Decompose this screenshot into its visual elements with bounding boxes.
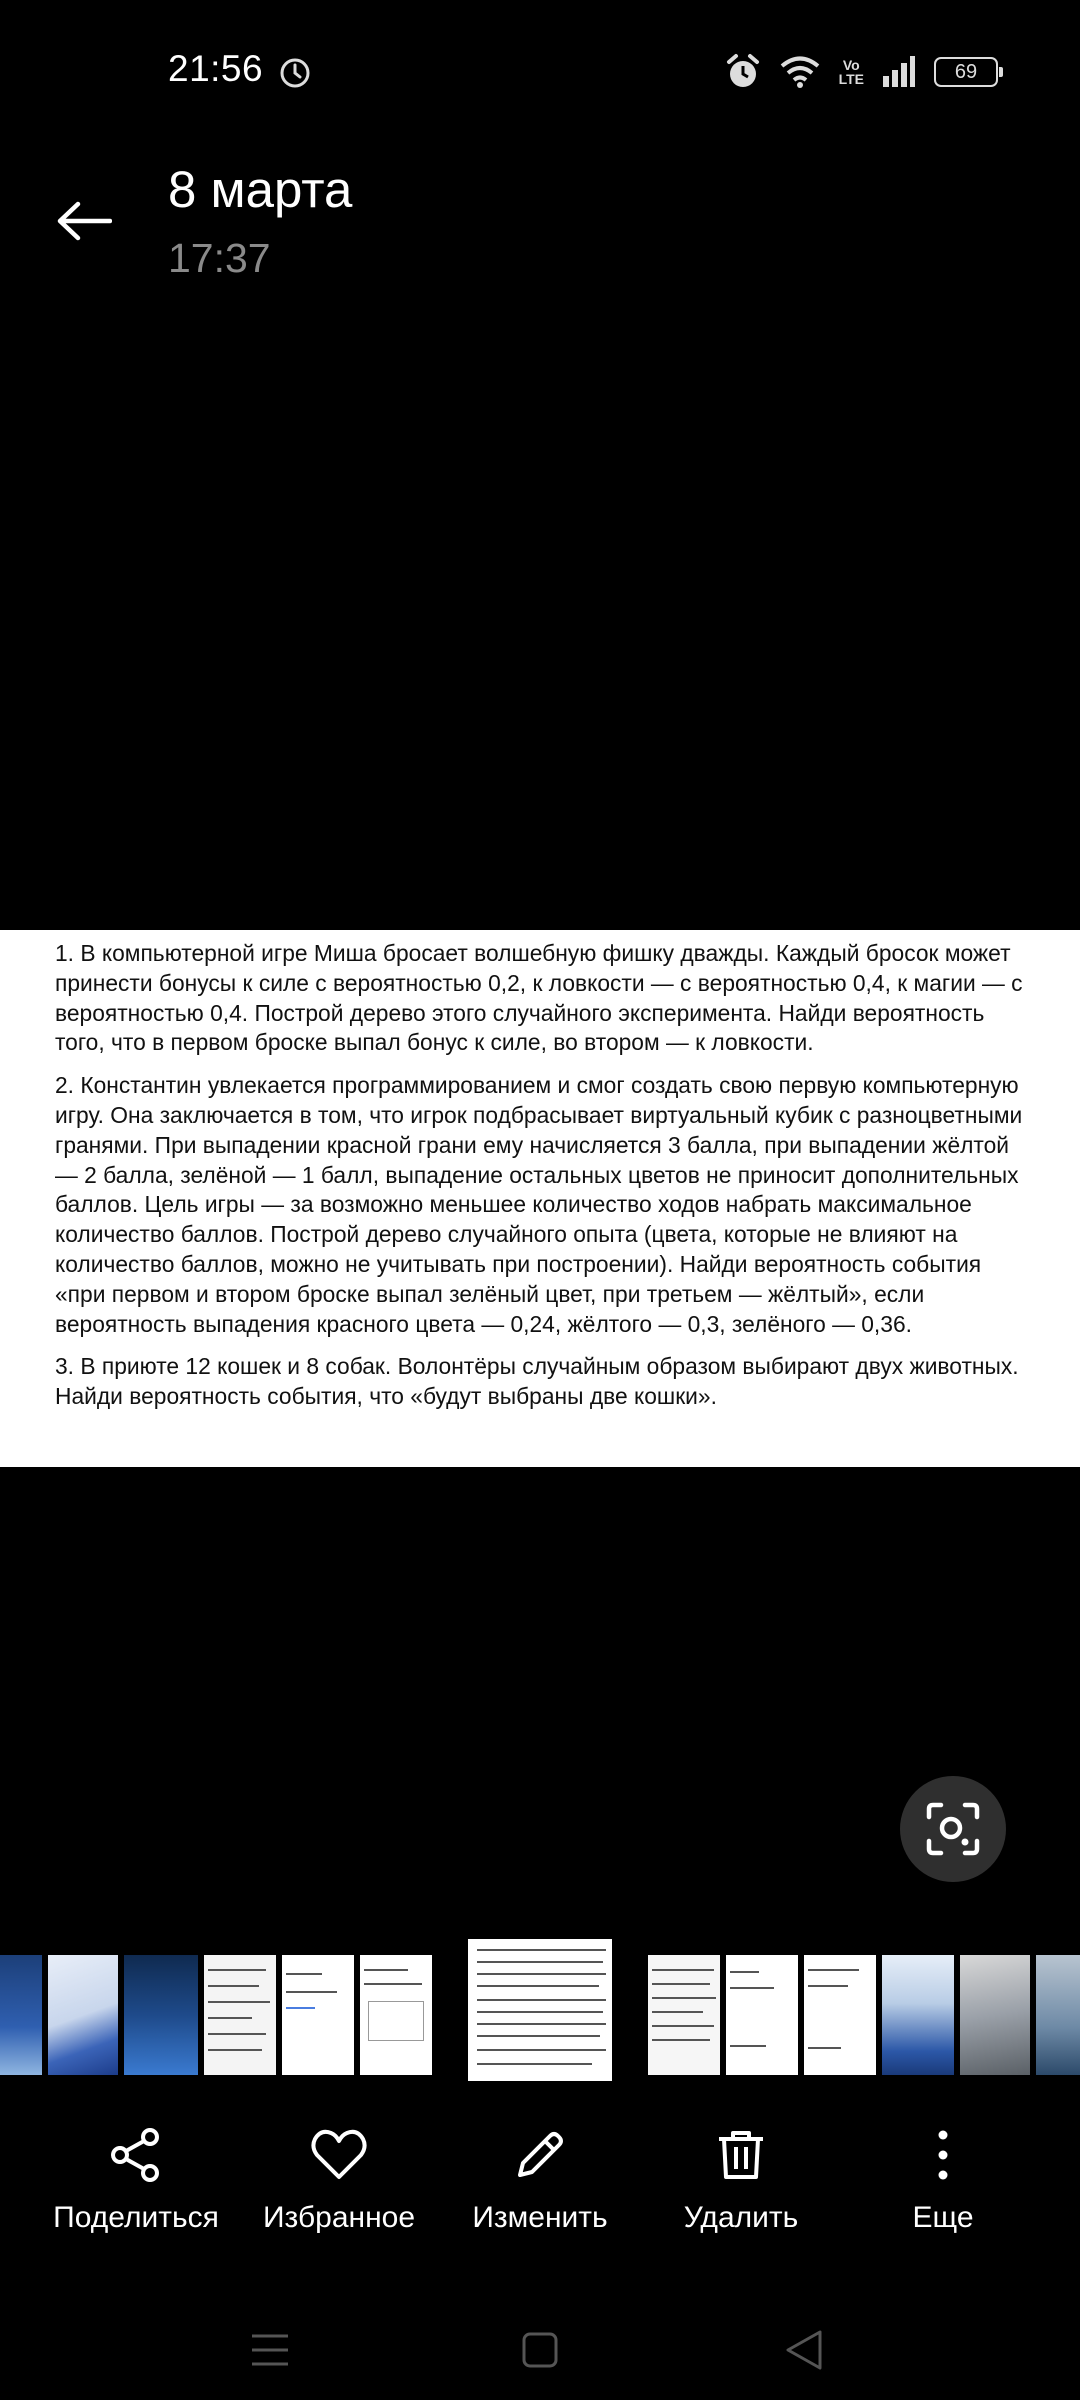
back-button[interactable] [48, 185, 120, 257]
thumbnail[interactable] [282, 1955, 354, 2075]
photo-date-title: 8 марта [168, 161, 353, 218]
more-button[interactable] [843, 2125, 1043, 2235]
more-label: Еще [912, 2201, 974, 2234]
volte-icon: Vo LTE [838, 57, 864, 87]
thumbnail[interactable] [48, 1955, 118, 2075]
status-icons [725, 50, 998, 94]
task-3-text: 3. В приюте 12 кошек и 8 собак. Волонтёры случайным образом выбирают двух животных. Найди вероятность события, что «будут выбраны две кошки». [55, 1353, 1019, 1410]
photo-content[interactable] [0, 930, 1080, 1467]
edit-button[interactable] [440, 2125, 640, 2235]
photo-time-subtitle: 17:37 [168, 235, 271, 281]
more-vertical-icon [913, 2125, 973, 2185]
edit-label: Изменить [472, 2201, 608, 2234]
thumbnail-strip[interactable] [0, 1955, 1080, 2075]
status-time: 21:56 [168, 48, 264, 89]
thumbnail[interactable] [1036, 1955, 1080, 2075]
battery-icon [934, 57, 998, 87]
delete-label: Удалить [683, 2201, 799, 2234]
signal-icon [882, 56, 916, 88]
action-bar [0, 2125, 1080, 2265]
trash-icon [711, 2125, 771, 2185]
alarm-icon [725, 53, 761, 91]
thumbnail[interactable] [726, 1955, 798, 2075]
task-1-text: 1. В компьютерной игре Миша бросает волшебную фишку дважды. Каждый бросок может принести бонусы к силе с вероятностью 0,2, к ловкости — с вероятностью 0,4, к магии — с вероятностью 0,4. Построй дерево этого случайного эксперимента. Найди вероятность того, что в первом броске выпал бонус к силе, во втором — к ловкости. [55, 940, 1023, 1056]
battery-level: 69 [954, 60, 978, 83]
arrow-left-icon [56, 201, 112, 241]
task-2-text: 2. Константин увлекается программированием и смог создать свою первую компьютерную игру. Она заключается в том, что игрок подбрасывает виртуальный кубик с разноцветными гранями. При выпадении красной грани ему начисляется 3 балла, при выпадении жёлтой — 2 балла, зелёной — 1 балл, выпадение остальных цветов не приносит дополнительных баллов. Цель игры — за возможно меньшее количество ходов набрать максимальное количество баллов. Построй дерево случайного опыта (цвета, которые не влияют на количество баллов, можно не учитывать при построении). Найди вероятность события «при первом и втором броске выпал зелёный цвет, при третьем — жёлтый», если вероятность выпадения красного цвета — 0,24, жёлтого — 0,3, зелёного — 0,36. [55, 1072, 1023, 1337]
thumbnail[interactable] [360, 1955, 432, 2075]
delete-button[interactable] [641, 2125, 841, 2235]
pencil-icon [510, 2125, 570, 2185]
thumbnail[interactable] [960, 1955, 1030, 2075]
heart-icon [309, 2125, 369, 2185]
wifi-icon [779, 55, 821, 89]
favorite-button[interactable] [239, 2125, 439, 2235]
system-nav-bar [0, 2300, 1080, 2400]
home-icon[interactable] [518, 2328, 562, 2372]
thumbnail-selected[interactable] [468, 1939, 612, 2081]
thumbnail[interactable] [124, 1955, 198, 2075]
thumbnail[interactable] [882, 1955, 954, 2075]
clock-icon [278, 56, 312, 90]
lens-icon [925, 1801, 981, 1857]
favorite-label: Избранное [262, 2201, 416, 2234]
thumbnail[interactable] [204, 1955, 276, 2075]
menu-icon[interactable] [248, 2328, 292, 2372]
thumbnail[interactable] [804, 1955, 876, 2075]
thumbnail[interactable] [648, 1955, 720, 2075]
share-button[interactable] [36, 2125, 236, 2235]
status-bar [0, 0, 1080, 145]
lens-button[interactable] [900, 1776, 1006, 1882]
back-triangle-icon[interactable] [782, 2328, 826, 2372]
thumbnail[interactable] [0, 1955, 42, 2075]
share-icon [106, 2125, 166, 2185]
share-label: Поделиться [53, 2201, 219, 2234]
